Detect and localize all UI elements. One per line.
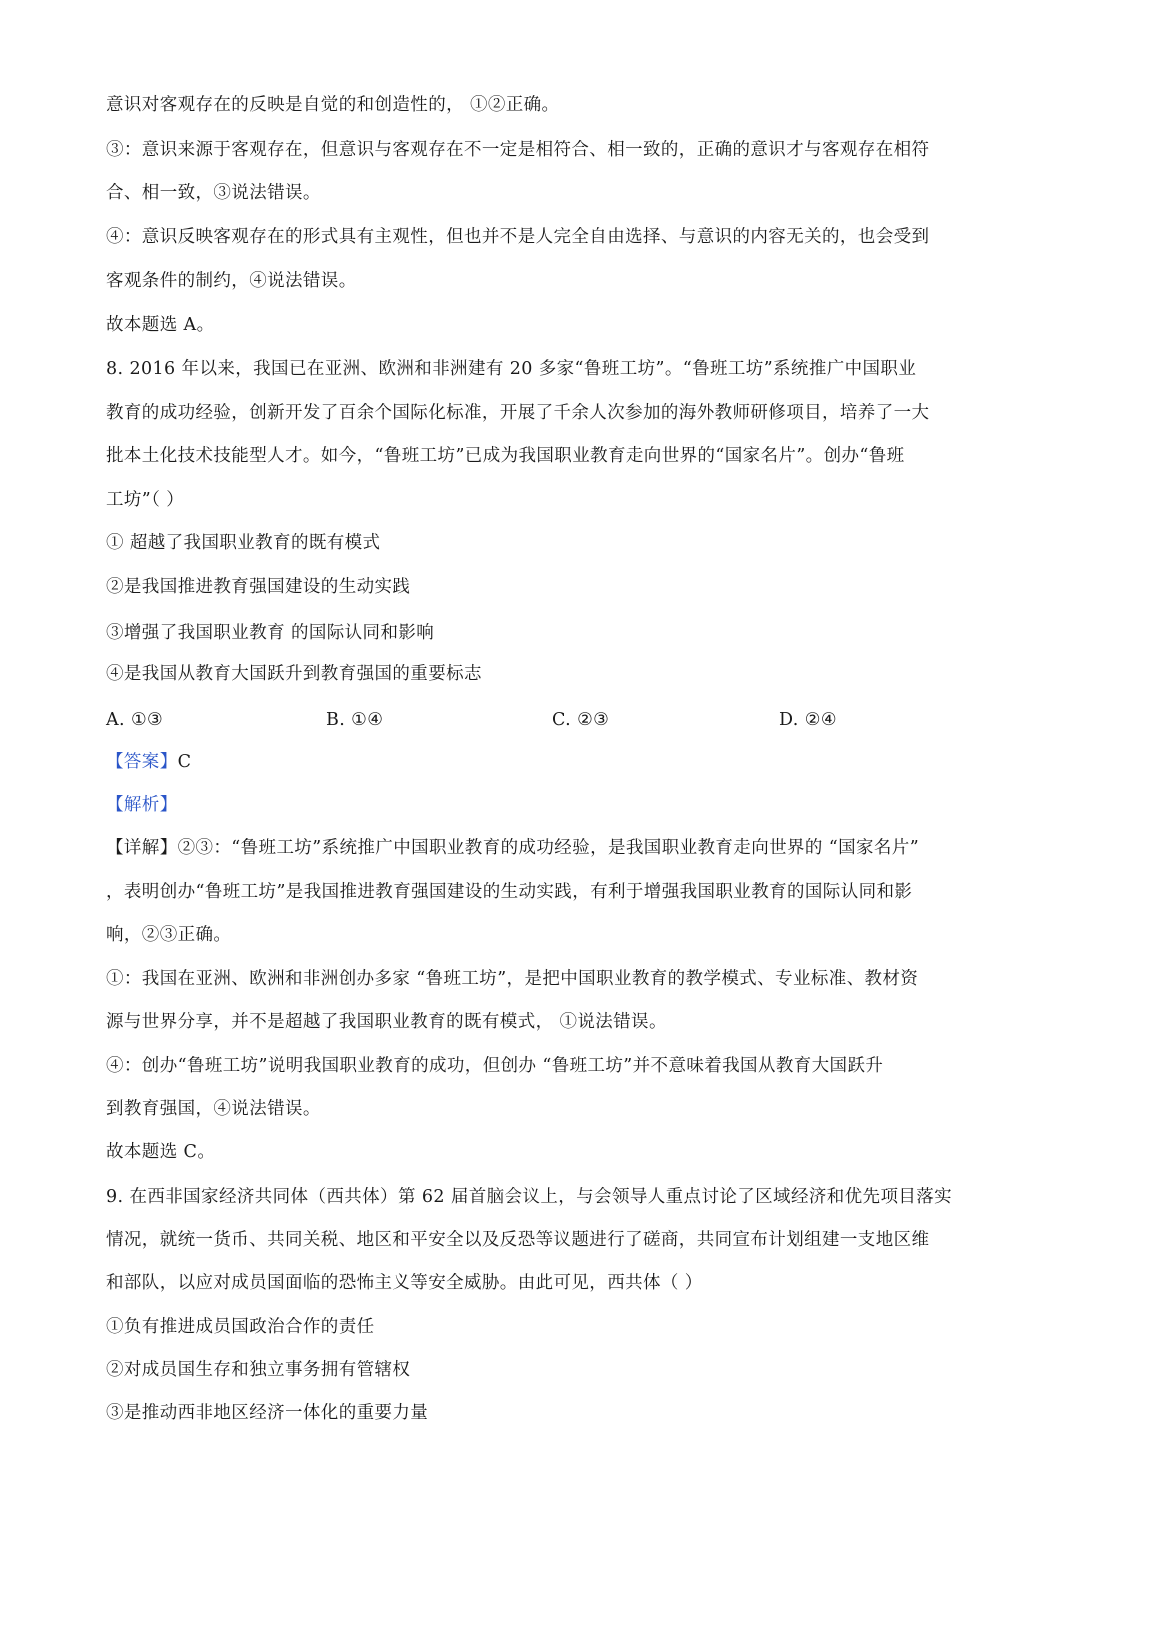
text-line: ，表明创办“鲁班工坊”是我国推进教育强国建设的生动实践，有利于增强我国职业教育的国际认同和影 [106,882,913,902]
question-9-stem: 情况，就统一货币、共同关税、地区和平安全以及反恐等议题进行了磋商，共同宣布计划组建一支地区维 [106,1230,930,1250]
text-line: 客观条件的制约，④说法错误。 [106,271,357,291]
text-line: ④：创办“鲁班工坊”说明我国职业教育的成功，但创办 “鲁班工坊”并不意味着我国从教育大国跃升 [106,1056,884,1076]
text-line: 源与世界分享，并不是超越了我国职业教育的既有模式， ①说法错误。 [106,1012,667,1032]
question-8-stem: 教育的成功经验，创新开发了百余个国际化标准，开展了千余人次参加的海外教师研修项目，培养了一大 [106,403,930,423]
text-line: 到教育强国，④说法错误。 [106,1099,321,1119]
statement-1: ① 超越了我国职业教育的既有模式 [106,533,381,553]
answer-value: C [177,752,192,772]
text-line: 合、相一致，③说法错误。 [106,183,321,203]
option-a: A. ①③ [106,710,164,730]
statement-2: ②是我国推进教育强国建设的生动实践 [106,577,411,597]
statement-1: ①负有推进成员国政治合作的责任 [106,1317,375,1337]
answer-label: 【答案】 [106,752,178,772]
text-line: ④：意识反映客观存在的形式具有主观性，但也并不是人完全自由选择、与意识的内容无关的，也会受到 [106,227,930,247]
option-b: B. ①④ [326,710,384,730]
option-c: C. ②③ [552,710,610,730]
question-8-stem: 批本土化技术技能型人才。如今，“鲁班工坊”已成为我国职业教育走向世界的“国家名片”。创办“鲁班 [106,446,905,466]
statement-2: ②对成员国生存和独立事务拥有管辖权 [106,1360,411,1380]
answer-line [106,750,1066,774]
text-line: ③：意识来源于客观存在，但意识与客观存在不一定是相符合、相一致的，正确的意识才与客观存在相符 [106,140,930,160]
analysis-label: 【解析】 [106,795,178,815]
answer-options [106,708,1066,732]
text-line: 响，②③正确。 [106,925,232,945]
statement-3: ③是推动西非地区经济一体化的重要力量 [106,1403,429,1423]
text-line: 故本题选 A。 [106,315,215,335]
detail-label: 【详解】 [106,838,178,858]
question-9-stem: 和部队，以应对成员国面临的恐怖主义等安全威胁。由此可见，西共体（ ） [106,1273,703,1293]
question-8-stem: 8. 2016 年以来，我国已在亚洲、欧洲和非洲建有 20 多家“鲁班工坊”。“鲁班工坊”系统推广中国职业 [106,359,917,379]
detail-text: ②③：“鲁班工坊”系统推广中国职业教育的成功经验，是我国职业教育走向世界的 “国家名片” [177,838,920,858]
text-line: ①：我国在亚洲、欧洲和非洲创办多家 “鲁班工坊”，是把中国职业教育的教学模式、专业标准、教材资 [106,969,919,989]
statement-3: ③增强了我国职业教育 的国际认同和影响 [106,623,435,643]
text-line: 意识对客观存在的反映是自觉的和创造性的， ①②正确。 [106,95,560,115]
detail-line [106,836,1066,860]
option-d: D. ②④ [779,710,837,730]
question-9-stem: 9. 在西非国家经济共同体（西共体）第 62 届首脑会议上，与会领导人重点讨论了区域经济和优先项目落实 [106,1187,953,1207]
analysis-line [106,793,1066,817]
question-8-stem: 工坊”（ ） [106,490,185,510]
statement-4: ④是我国从教育大国跃升到教育强国的重要标志 [106,664,482,684]
text-line: 故本题选 C。 [106,1142,216,1162]
